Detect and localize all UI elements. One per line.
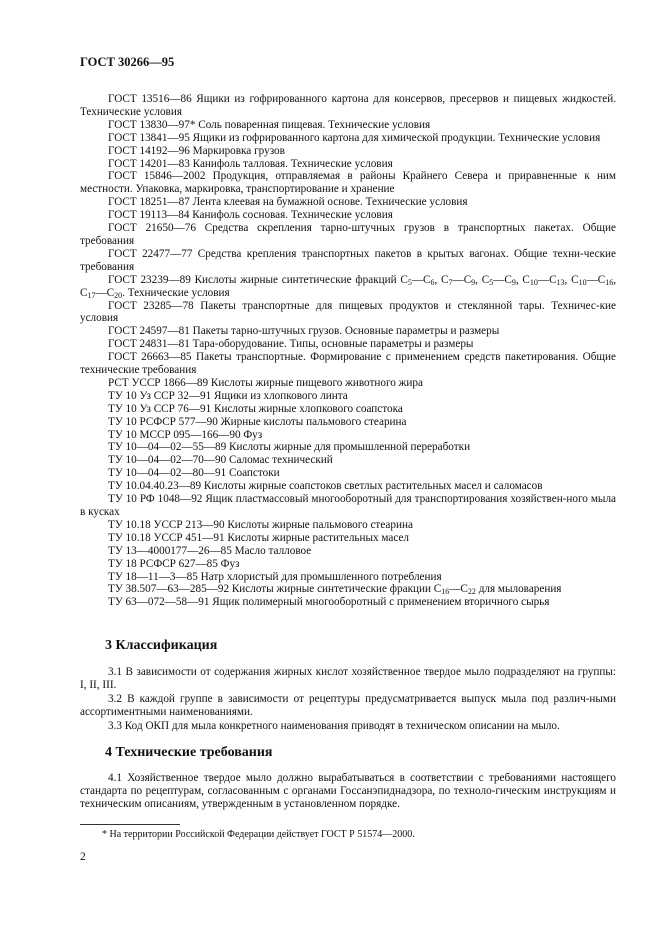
footnote: * На территории Российской Федерации действует ГОСТ Р 51574—2000. <box>102 829 415 840</box>
reference-item: ТУ 10 РСФСР 577—90 Жирные кислоты пальмового стеарина <box>108 415 407 428</box>
section-4-title: 4 Технические требования <box>105 745 273 760</box>
reference-item: ГОСТ 14201—83 Канифоль талловая. Технические условия <box>108 157 393 170</box>
reference-item: ГОСТ 13516—86 Ящики из гофрированного картона для консервов, пресервов и пищевых жидкостей. Технические условия <box>80 93 616 118</box>
reference-item-gost-23239 <box>80 274 616 300</box>
reference-item: ТУ 10 РФ 1048—92 Ящик пластмассовый многооборотный для транспортирования хозяйствен-ного мыла в кусках <box>80 493 616 518</box>
paragraph-4-1: 4.1 Хозяйственное твердое мыло должно вырабатываться в соответствии с требованиями настоящего стандарта по рецептурам, согласованным с органами Госсанэпиднадзора, по техноло-гическим инструкциям и техническим описаниям, утвержденным в установленном порядке. <box>80 772 616 810</box>
reference-text: Кислоты жирные синтетические фракций <box>194 273 397 286</box>
reference-item: ГОСТ 18251—87 Лента клеевая на бумажной основе. Технические условия <box>108 196 468 209</box>
reference-item: ТУ 13—4000177—26—85 Масло талловое <box>108 544 312 557</box>
reference-item: ТУ 18 РСФСР 627—85 Фуз <box>108 557 240 570</box>
reference-item: ТУ 10 МССР 095—166—90 Фуз <box>108 428 263 441</box>
reference-item: ГОСТ 21650—76 Средства скрепления тарно-штучных грузов в транспортных пакетах. Общие требования <box>80 222 616 247</box>
reference-item: ТУ 10—04—02—55—89 Кислоты жирные для промышленной переработки <box>108 441 471 454</box>
reference-item: ТУ 10.04.40.23—89 Кислоты жирные соапстоков светлых растительных масел и саломасов <box>108 480 543 493</box>
reference-item: ТУ 10.18 УССР 213—90 Кислоты жирные пальмового стеарина <box>108 518 413 531</box>
paragraph-3-2: 3.2 В каждой группе в зависимости от рецептуры предусматривается выпуск мыла под различ-ными ассортиментными наименованиями. <box>80 692 616 718</box>
reference-item: ТУ 10—04—02—80—91 Соапстоки <box>108 467 280 480</box>
reference-tail: . Технические условия <box>122 286 230 299</box>
page-number: 2 <box>80 851 86 863</box>
reference-item: ТУ 63—072—58—91 Ящик полимерный многооборотный с применением вторичного сырья <box>108 596 550 609</box>
chemical-formula: $C_{16}—C_{22}$ <box>433 583 476 597</box>
page-header: ГОСТ 30266—95 <box>80 55 175 69</box>
reference-item: ГОСТ 13830—97* Соль поваренная пищевая. Технические условия <box>108 118 431 131</box>
paragraph-3-3: 3.3 Код ОКП для мыла конкретного наименования приводят в техническом описании на мыло. <box>108 719 560 732</box>
normative-references-list <box>80 93 616 609</box>
reference-item: ГОСТ 26663—85 Пакеты транспортные. Формирование с применением средств пакетирования. Общие технические требования <box>80 351 616 377</box>
reference-item: ТУ 10.18 УССР 451—91 Кислоты жирные растительных масел <box>108 531 410 544</box>
reference-item: ТУ 10 Уз ССР 76—91 Кислоты жирные хлопкового соапстока <box>108 402 403 415</box>
section-3-body <box>80 666 616 734</box>
section-4-body <box>80 772 616 812</box>
reference-item: ГОСТ 14192—96 Маркировка грузов <box>108 144 285 157</box>
reference-item: РСТ УССР 1866—89 Кислоты жирные пищевого животного жира <box>108 376 423 389</box>
reference-item-tu-38-507 <box>80 583 616 596</box>
reference-item: ТУ 10—04—02—70—90 Саломас технический <box>108 454 333 467</box>
reference-code: ТУ 38.507—63—285—92 <box>108 583 230 596</box>
reference-text: Кислоты жирные синтетические фракции <box>231 583 431 596</box>
reference-item: ТУ 10 Уз ССР 32—91 Ящики из хлопкового линта <box>108 389 348 402</box>
reference-item: ГОСТ 22477—77 Средства крепления транспортных пакетов в крытых вагонах. Общие техни-ческие требования <box>80 247 616 273</box>
reference-tail: для мыловарения <box>478 583 562 596</box>
section-3-title: 3 Классификация <box>105 638 218 653</box>
reference-item: ГОСТ 15846—2002 Продукция, отправляемая в районы Крайнего Севера и приравненные к ним местности. Упаковка, маркировка, транспортирование и хранение <box>80 170 616 196</box>
reference-item: ГОСТ 23285—78 Пакеты транспортные для пищевых продуктов и стеклянной тары. Техничес-кие условия <box>80 299 616 325</box>
reference-item: ГОСТ 24831—81 Тара-оборудование. Типы, основные параметры и размеры <box>108 338 474 351</box>
reference-item: ТУ 18—11—3—85 Натр хлористый для промышленного потребления <box>108 570 442 583</box>
paragraph-3-1: 3.1 В зависимости от содержания жирных кислот хозяйственное твердое мыло подразделяют на группы: I, II, III. <box>80 666 616 691</box>
reference-item: ГОСТ 19113—84 Канифоль сосновая. Технические условия <box>108 209 393 222</box>
footnote-divider <box>80 824 180 825</box>
reference-code: ГОСТ 23239—89 <box>108 273 191 286</box>
reference-item: ГОСТ 24597—81 Пакеты тарно-штучных грузов. Основные параметры и размеры <box>108 325 500 338</box>
reference-item: ГОСТ 13841—95 Ящики из гофрированного картона для химической продукции. Технические условия <box>108 131 601 144</box>
chemical-formula: $C_5—C_6$, $C_7—C_9$, $C_5—C_9$, $C_{10}—C_{13}$, $C_{10}—C_{16}$, $C_{17}—C_{20}$ <box>80 273 617 300</box>
